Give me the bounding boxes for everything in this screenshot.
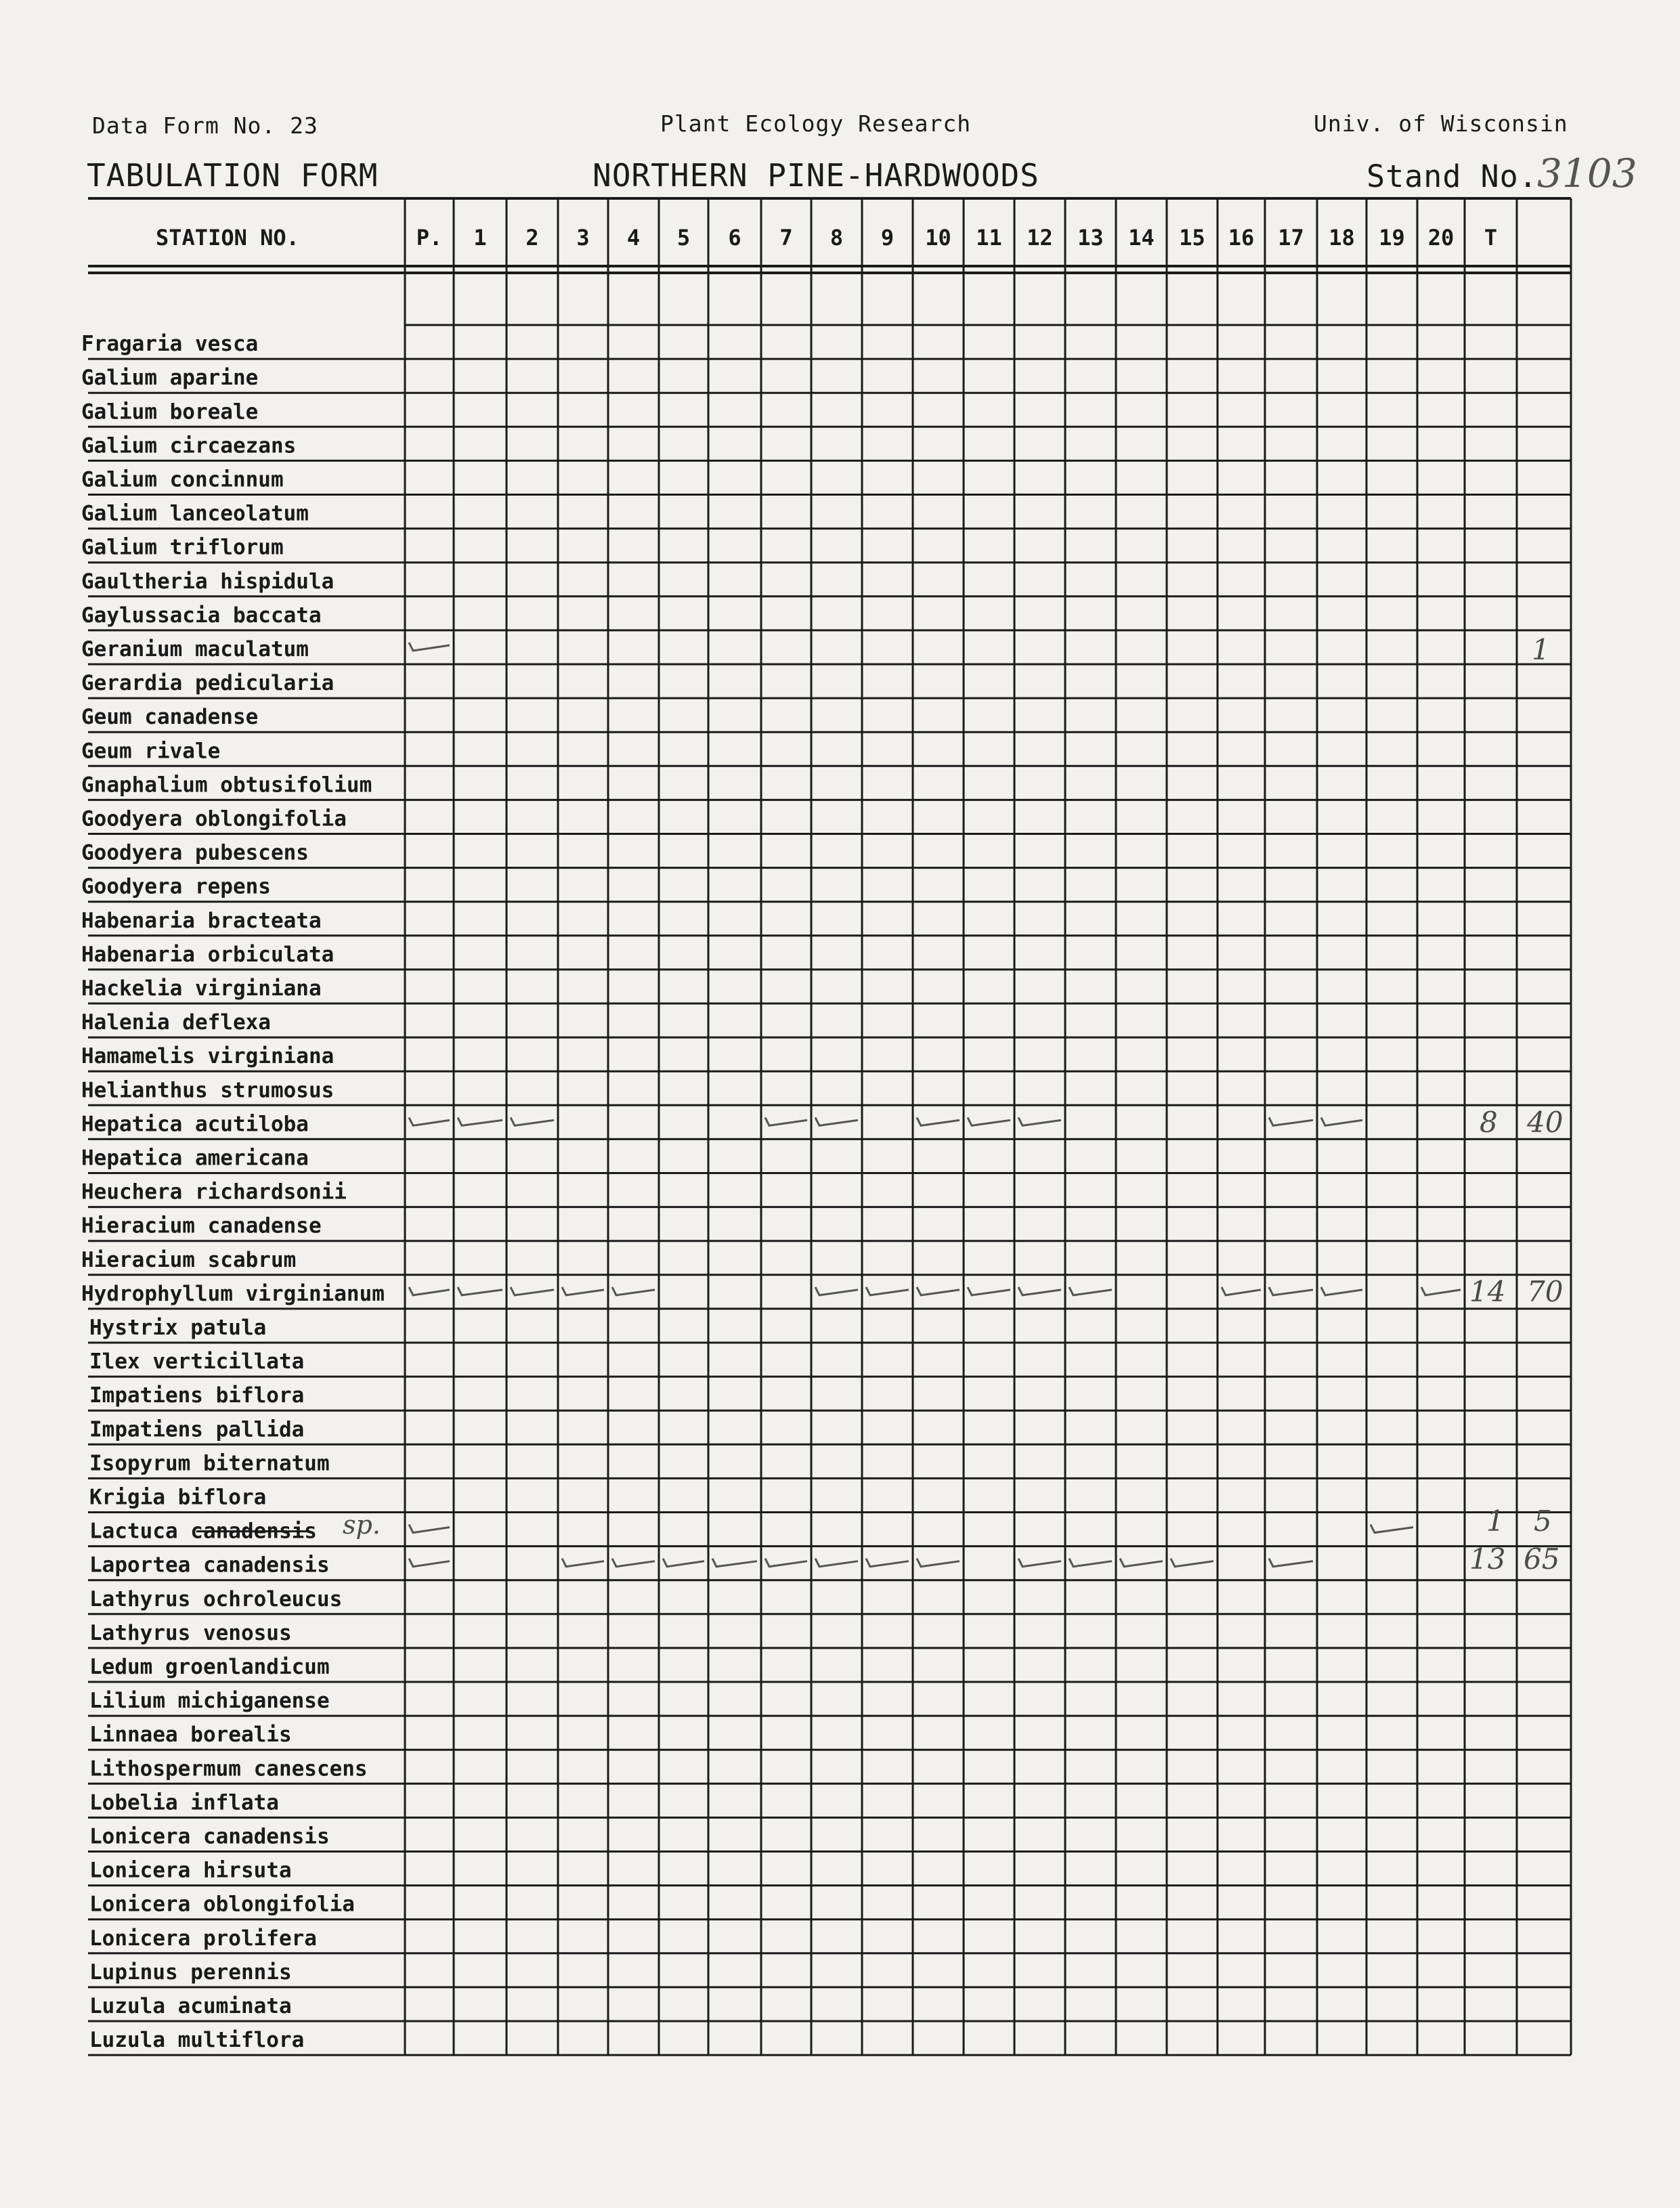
species-name: Lonicera oblongifolia	[89, 1892, 355, 1917]
check-mark	[511, 1287, 554, 1295]
check-mark	[1269, 1559, 1313, 1567]
column-header-6: 6	[728, 225, 741, 251]
column-header-1: 1	[473, 225, 487, 251]
station-no-label: STATION NO.	[156, 225, 299, 251]
lactuca-total: 1	[1486, 1505, 1505, 1538]
species-name: Habenaria orbiculata	[81, 942, 335, 967]
biome-title: NORTHERN PINE-HARDWOODS	[593, 157, 1039, 194]
tabulation-title: TABULATION FORM	[87, 157, 379, 194]
species-name: Krigia biflora	[89, 1485, 267, 1510]
laportea-last-value: 65	[1524, 1542, 1560, 1576]
lactuca-last-value: 5	[1534, 1505, 1552, 1538]
species-name: Lonicera canadensis	[89, 1824, 330, 1849]
species-name: Hepatica americana	[81, 1146, 309, 1171]
species-name: Hamamelis virginiana	[81, 1044, 335, 1069]
species-name: Hieracium scabrum	[81, 1247, 297, 1272]
species-name: Hystrix patula	[89, 1316, 267, 1340]
column-header-2: 2	[525, 225, 539, 251]
species-name: Galium lanceolatum	[81, 501, 309, 526]
species-name: Laportea canadensis	[89, 1553, 330, 1578]
species-name: Galium concinnum	[81, 467, 284, 492]
column-header-4: 4	[626, 225, 641, 251]
check-mark	[562, 1559, 604, 1567]
species-name: Helianthus strumosus	[81, 1078, 335, 1103]
check-mark	[458, 1117, 502, 1125]
column-header-3: 3	[576, 225, 590, 251]
geranium-last-value: 1	[1532, 633, 1550, 666]
check-mark	[612, 1559, 655, 1567]
check-mark	[1371, 1525, 1413, 1533]
species-name: Gaylussacia baccata	[81, 603, 322, 628]
check-mark	[1171, 1559, 1213, 1567]
species-name: Geum canadense	[81, 705, 259, 730]
column-header-11: 11	[976, 225, 1002, 251]
species-name: Gerardia pedicularia	[81, 671, 335, 696]
column-header-14: 14	[1128, 225, 1155, 251]
species-name: Lathyrus venosus	[89, 1620, 292, 1645]
check-mark	[1069, 1559, 1112, 1567]
university-label: Univ. of Wisconsin	[1314, 110, 1568, 137]
column-header-5: 5	[676, 225, 691, 251]
check-mark	[1120, 1559, 1163, 1567]
column-header-13: 13	[1077, 225, 1104, 251]
check-mark	[968, 1117, 1010, 1125]
check-mark	[1269, 1287, 1313, 1295]
check-mark	[562, 1287, 604, 1295]
check-mark	[815, 1287, 858, 1295]
check-mark	[1018, 1287, 1061, 1295]
check-mark	[409, 1287, 450, 1295]
species-name: Halenia deflexa	[81, 1010, 271, 1035]
species-name: Lithospermum canescens	[89, 1756, 368, 1781]
check-mark	[1018, 1559, 1061, 1567]
species-name: Lonicera hirsuta	[89, 1858, 292, 1883]
species-name: Luzula acuminata	[89, 1994, 292, 2018]
check-mark	[1222, 1287, 1261, 1295]
species-name: Geum rivale	[81, 739, 221, 764]
column-header-10: 10	[925, 225, 951, 251]
check-mark	[765, 1117, 807, 1125]
check-mark	[1321, 1287, 1362, 1295]
species-name: Lupinus perennis	[89, 1960, 292, 1985]
check-mark	[968, 1287, 1010, 1295]
species-name: Geranium maculatum	[81, 637, 309, 662]
column-header-20: 20	[1427, 225, 1455, 251]
check-mark	[815, 1117, 858, 1125]
column-header-18: 18	[1329, 225, 1355, 251]
column-header-15: 15	[1179, 225, 1205, 251]
check-mark	[1269, 1117, 1313, 1125]
species-name: Ledum groenlandicum	[89, 1655, 330, 1679]
column-header-8: 8	[830, 225, 844, 251]
species-name: Galium aparine	[81, 366, 259, 391]
check-mark	[917, 1117, 960, 1125]
species-name: Hydrophyllum virginianum	[81, 1281, 385, 1306]
column-header-12: 12	[1027, 225, 1053, 251]
column-header-19: 19	[1379, 225, 1405, 251]
species-name: Goodyera oblongifolia	[81, 806, 347, 831]
check-mark	[458, 1287, 502, 1295]
species-name: Fragaria vesca	[81, 332, 259, 357]
species-name: Linnaea borealis	[89, 1723, 292, 1748]
species-name: Lathyrus ochroleucus	[89, 1586, 343, 1611]
stand-label: Stand No.	[1366, 158, 1538, 194]
column-header-9: 9	[880, 225, 895, 251]
species-name: Lonicera prolifera	[89, 1926, 317, 1951]
check-mark	[917, 1559, 960, 1567]
species-name: Impatiens biflora	[89, 1383, 305, 1408]
column-header-p: P.	[416, 225, 443, 251]
species-name: Galium triflorum	[81, 535, 284, 560]
check-mark	[815, 1559, 858, 1567]
species-name: Habenaria bracteata	[81, 908, 322, 933]
check-mark	[409, 1117, 450, 1125]
species-name: Galium circaezans	[81, 433, 297, 458]
species-name: Impatiens pallida	[89, 1417, 305, 1442]
species-name: Gaultheria hispidula	[81, 569, 335, 594]
stand-number: 3103	[1537, 150, 1637, 196]
check-mark	[866, 1559, 909, 1567]
laportea-total: 13	[1469, 1542, 1506, 1576]
research-label: Plant Ecology Research	[660, 110, 972, 137]
form-number: Data Form No. 23	[92, 112, 318, 139]
check-mark	[663, 1559, 704, 1567]
species-name: Isopyrum biternatum	[89, 1451, 330, 1476]
species-name: Hackelia virginiana	[81, 976, 322, 1001]
check-mark	[409, 1525, 450, 1533]
check-mark	[612, 1287, 655, 1295]
species-name: Lobelia inflata	[89, 1790, 279, 1815]
check-mark	[409, 1559, 450, 1567]
hepatica-total: 8	[1480, 1106, 1498, 1139]
column-header-t: T	[1484, 225, 1498, 251]
column-header-17: 17	[1278, 225, 1304, 251]
check-mark	[511, 1117, 554, 1125]
species-name: Goodyera pubescens	[81, 840, 309, 865]
species-name: Galium boreale	[81, 399, 259, 425]
check-mark	[409, 643, 450, 651]
column-header-7: 7	[779, 225, 793, 251]
check-mark	[1421, 1287, 1461, 1295]
check-mark	[1018, 1117, 1061, 1125]
check-mark	[765, 1559, 807, 1567]
species-name: Lactuca canadensis	[89, 1519, 317, 1544]
lactuca-note: sp.	[343, 1510, 381, 1540]
check-mark	[866, 1287, 909, 1295]
species-name: Lilium michiganense	[89, 1689, 330, 1714]
species-name: Ilex verticillata	[89, 1349, 305, 1374]
hydrophyllum-last-value: 70	[1527, 1275, 1564, 1308]
species-name: Hepatica acutiloba	[81, 1112, 309, 1137]
hepatica-last-value: 40	[1527, 1106, 1564, 1139]
species-name: Hieracium canadense	[81, 1213, 322, 1238]
species-name: Gnaphalium obtusifolium	[81, 773, 372, 798]
hydrophyllum-total: 14	[1469, 1275, 1506, 1308]
column-header-16: 16	[1228, 225, 1255, 251]
species-name: Luzula multiflora	[89, 2028, 305, 2053]
check-mark	[712, 1559, 757, 1567]
species-name: Goodyera repens	[81, 874, 271, 899]
check-mark	[917, 1287, 960, 1295]
species-name: Heuchera richardsonii	[81, 1179, 347, 1205]
check-mark	[1321, 1117, 1362, 1125]
check-mark	[1069, 1287, 1112, 1295]
